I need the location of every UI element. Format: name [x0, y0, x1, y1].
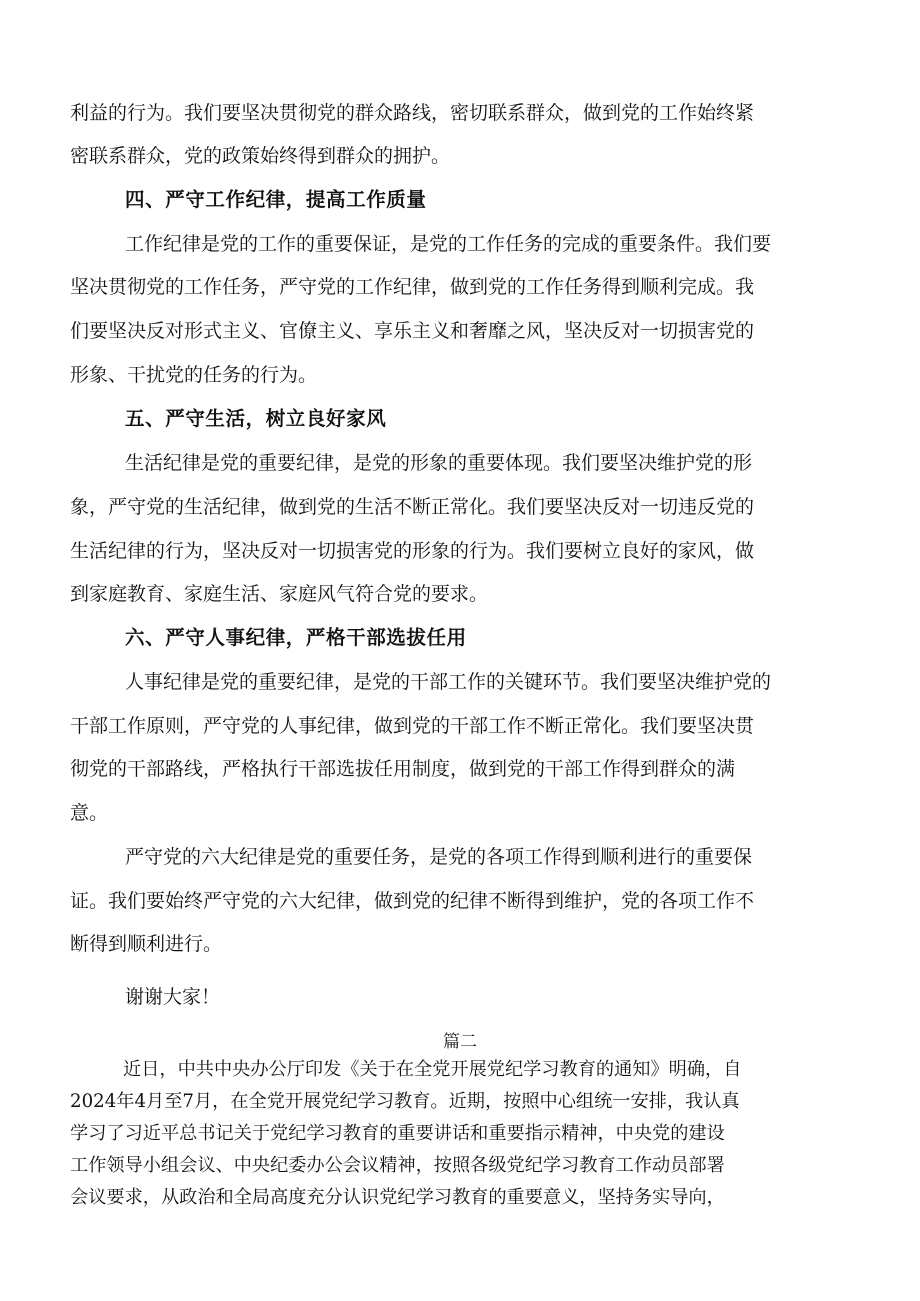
body-line: 严守党的六大纪律是党的重要任务，是党的各项工作得到顺利进行的重要保 — [125, 846, 753, 868]
body-line: 2024年4月至7月，在全党开展党纪学习教育。近期，按照中心组统一安排，我认真 — [70, 1091, 740, 1112]
body-line: 象，严守党的生活纪律，做到党的生活不断正常化。我们要坚决反对一切违反党的 — [70, 496, 755, 518]
body-line: 学习了习近平总书记关于党纪学习教育的重要讲话和重要指示精神，中央党的建设 — [70, 1123, 725, 1144]
section-heading: 六、严守人事纪律，严格干部选拔任用 — [125, 626, 467, 649]
body-line: 人事纪律是党的重要纪律，是党的干部工作的关键环节。我们要坚决维护党的 — [125, 671, 772, 693]
body-line: 生活纪律的行为，坚决反对一切损害党的形象的行为。我们要树立良好的家风，做 — [70, 540, 755, 562]
body-line: 坚决贯彻党的工作任务，严守党的工作纪律，做到党的工作任务得到顺利完成。我 — [70, 276, 755, 298]
body-line: 形象、干扰党的任务的行为。 — [70, 364, 318, 386]
body-line: 意。 — [70, 802, 109, 824]
body-line: 断得到顺利进行。 — [70, 933, 223, 955]
body-line: 工作纪律是党的工作的重要保证，是党的工作任务的完成的重要条件。我们要 — [125, 233, 772, 255]
body-line: 利益的行为。我们要坚决贯彻党的群众路线，密切联系群众，做到党的工作始终紧 — [70, 102, 755, 124]
body-line: 到家庭教育、家庭生活、家庭风气符合党的要求。 — [70, 583, 489, 605]
body-line: 密联系群众，党的政策始终得到群众的拥护。 — [70, 145, 451, 167]
body-line: 工作领导小组会议、中央纪委办公会议精神，按照各级党纪学习教育工作动员部署 — [70, 1155, 725, 1176]
section-heading: 四、严守工作纪律，提高工作质量 — [125, 188, 427, 211]
body-line: 近日，中共中央办公厅印发《关于在全党开展党纪学习教育的通知》明确，自 — [123, 1059, 742, 1080]
section-title: 篇二 — [443, 1032, 477, 1052]
body-line: 生活纪律是党的重要纪律，是党的形象的重要体现。我们要坚决维护党的形 — [125, 452, 753, 474]
body-line: 会议要求，从政治和全局高度充分认识党纪学习教育的重要意义，坚持务实导向， — [70, 1187, 725, 1208]
body-line: 们要坚决反对形式主义、官僚主义、享乐主义和奢靡之风，坚决反对一切损害党的 — [70, 320, 755, 342]
closing-line: 谢谢大家！ — [125, 986, 221, 1008]
body-line: 彻党的干部路线，严格执行干部选拔任用制度，做到党的干部工作得到群众的满 — [70, 758, 736, 780]
section-heading: 五、严守生活，树立良好家风 — [125, 407, 387, 430]
body-line: 证。我们要始终严守党的六大纪律，做到党的纪律不断得到维护，党的各项工作不 — [70, 890, 755, 912]
body-line: 干部工作原则，严守党的人事纪律，做到党的干部工作不断正常化。我们要坚决贯 — [70, 715, 755, 737]
